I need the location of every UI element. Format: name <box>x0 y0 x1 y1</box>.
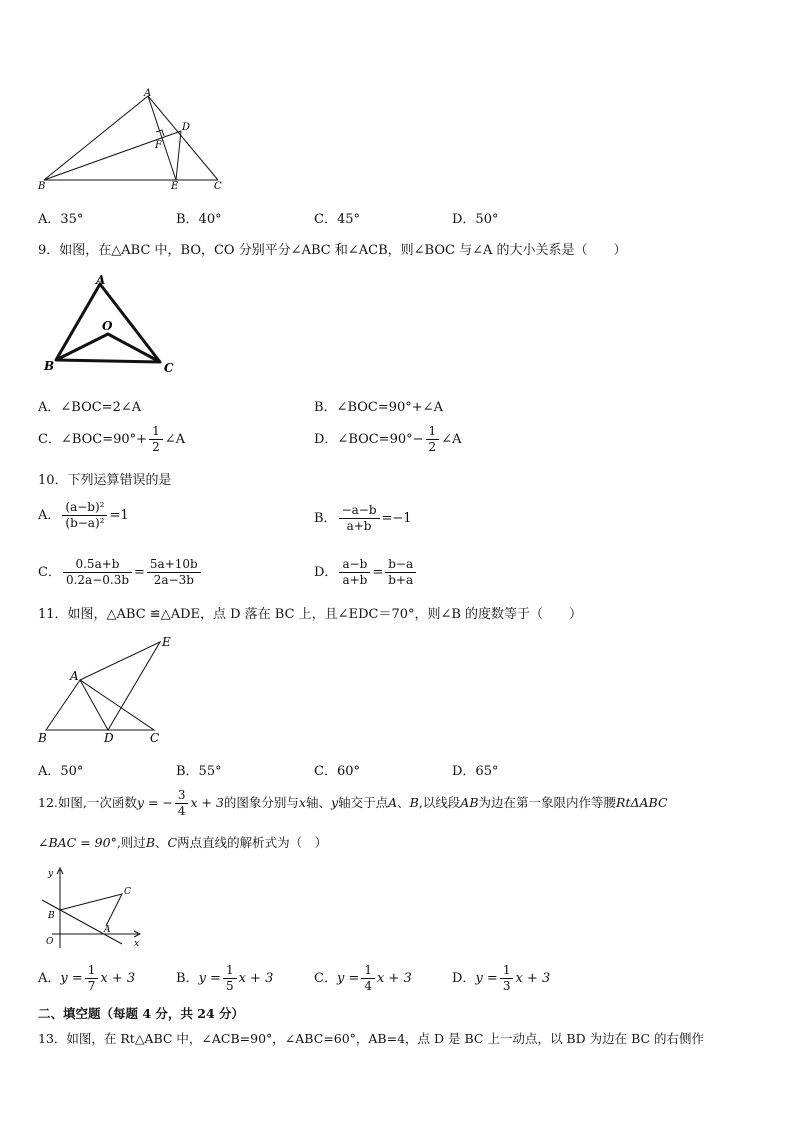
q12-b-label: B． <box>176 971 199 986</box>
q12-a-label: A． <box>38 971 61 986</box>
q10-c-num2: 5a+10b <box>147 557 201 573</box>
q8-label-a: A <box>144 88 152 99</box>
q12-line2-angle: ∠BAC = 90° <box>38 835 117 850</box>
q12-option-d[interactable] <box>452 963 550 994</box>
q10-option-d[interactable] <box>314 557 418 588</box>
q12-fn-den: 4 <box>177 804 186 818</box>
q12-b-pre: y = <box>198 971 221 986</box>
q12-label-x: x <box>134 939 140 949</box>
q12-line2-c: C <box>167 835 178 850</box>
q12-a-pre: y = <box>60 971 83 986</box>
q9-option-d[interactable] <box>314 424 461 455</box>
q12-a-num: 1 <box>85 963 99 979</box>
q12-c-fraction <box>361 963 375 994</box>
q11-option-d[interactable]: D．65° <box>452 764 499 779</box>
q11-label-b: B <box>38 731 47 745</box>
q9-label-b: B <box>44 359 55 373</box>
q10-d-den2: b+a <box>388 573 414 587</box>
q12-stem-mid3: 轴交于点 <box>338 795 389 810</box>
q10-option-a[interactable] <box>38 500 129 531</box>
q12-y-axis: y <box>331 795 339 810</box>
q9-label-c: C <box>164 361 174 375</box>
q10-d-num2: b−a <box>385 557 416 573</box>
q11-option-a[interactable]: A．50° <box>38 764 84 779</box>
q12-line2-sep: 、 <box>155 835 168 850</box>
q12-stem-mid2: 轴、 <box>305 795 331 810</box>
q10-a-den: (b−a)² <box>65 516 105 530</box>
q10-d-eq: = <box>372 565 384 580</box>
q8-label-e: E <box>171 181 179 192</box>
q12-sep1: 、 <box>397 795 410 810</box>
q8-label-c: C <box>214 181 222 192</box>
q12-d-den: 3 <box>502 979 511 993</box>
q10-option-b[interactable] <box>314 503 412 534</box>
q12-stem-mid: 的图象分别与 <box>223 795 299 810</box>
q9-triangle-figure <box>40 272 185 378</box>
q11-option-c[interactable]: C．60° <box>314 764 360 779</box>
q10-b-rhs: =−1 <box>381 511 412 526</box>
q12-label-o: O <box>46 937 54 947</box>
q9-c-num: 1 <box>149 424 163 440</box>
q11-triangle-figure <box>36 632 186 747</box>
q12-rt-tri: RtΔABC <box>616 795 668 810</box>
q10-c-num: 0.5a+b <box>63 557 132 573</box>
q12-stem-pre: 12.如图,一次函数 <box>38 795 137 810</box>
q10-a-num: (a−b)² <box>62 500 107 516</box>
q12-stem-line1 <box>38 788 668 819</box>
q12-option-b[interactable] <box>176 963 273 994</box>
q8-label-f: F <box>155 140 162 151</box>
q9-c-prefix: C．∠BOC=90°+ <box>38 432 148 447</box>
q10-stem: 10．下列运算错误的是 <box>38 473 172 488</box>
q12-stem-end: 为边在第一象限内作等腰 <box>478 795 617 810</box>
q12-stem-line2 <box>38 833 327 851</box>
q10-c-fraction-1 <box>63 557 132 588</box>
q10-d-label: D． <box>314 565 338 580</box>
q10-b-fraction <box>339 503 380 534</box>
q9-option-b[interactable]: B．∠BOC=90°+∠A <box>314 400 443 415</box>
q12-option-c[interactable] <box>314 963 412 994</box>
q9-c-fraction <box>149 424 163 455</box>
q10-b-label: B． <box>314 511 337 526</box>
q12-c-num: 1 <box>361 963 375 979</box>
q12-line2-end: 两点直线的解析式为（ ） <box>177 835 328 850</box>
q8-option-b[interactable]: B．40° <box>176 212 222 227</box>
q12-stem-mid4: ,以线段 <box>418 795 461 810</box>
q10-option-c[interactable] <box>38 557 203 588</box>
q12-c-den: 4 <box>364 979 372 993</box>
q10-c-den2: 2a−3b <box>153 573 194 587</box>
q10-d-fraction-1 <box>339 557 370 588</box>
q12-a-den: 7 <box>87 979 96 993</box>
q10-d-num: a−b <box>339 557 370 573</box>
q9-d-den: 2 <box>428 440 437 454</box>
q11-label-e: E <box>162 635 171 649</box>
q12-b-post: x + 3 <box>238 971 274 986</box>
q10-d-fraction-2 <box>385 557 416 588</box>
q10-a-rhs: =1 <box>109 508 129 523</box>
q12-d-pre: y = <box>475 971 498 986</box>
q12-seg-ab: AB <box>460 795 479 810</box>
q9-d-fraction <box>426 424 440 455</box>
q12-d-post: x + 3 <box>515 971 551 986</box>
q10-b-num: −a−b <box>339 503 380 519</box>
q12-c-pre: y = <box>336 971 360 986</box>
q12-line2-b: B <box>145 835 155 850</box>
q12-pt-a: A <box>388 795 398 810</box>
q8-label-b: B <box>38 181 46 192</box>
q11-label-d: D <box>104 731 114 745</box>
q12-coordinate-figure <box>36 862 151 952</box>
q10-b-den: a+b <box>346 519 372 533</box>
q9-stem: 9．如图，在△ABC 中，BO，CO 分别平分∠ABC 和∠ACB，则∠BOC 与∠A 的大小关系是（ ） <box>38 243 627 258</box>
q9-label-o: O <box>102 319 113 333</box>
q12-line2-rest: ,则过 <box>116 835 146 850</box>
q12-fn-rest: x + 3 <box>190 795 224 810</box>
q12-a-post: x + 3 <box>100 971 136 986</box>
q12-d-label: D． <box>452 971 476 986</box>
q10-c-eq: = <box>134 565 145 580</box>
q11-option-b[interactable]: B．55° <box>176 764 222 779</box>
q12-label-a: A <box>104 925 111 935</box>
q12-b-fraction <box>223 963 237 994</box>
q12-label-y: y <box>48 869 54 879</box>
q12-label-b: B <box>48 911 55 921</box>
q8-triangle-figure <box>36 88 236 193</box>
q8-label-d: D <box>182 122 191 133</box>
q12-d-fraction <box>500 963 514 994</box>
q8-option-a[interactable]: A．35° <box>38 212 84 227</box>
q12-b-den: 5 <box>225 979 234 993</box>
q12-label-c: C <box>124 887 131 897</box>
q8-option-c[interactable]: C．45° <box>314 212 360 227</box>
q9-d-prefix: D．∠BOC=90°− <box>314 432 424 447</box>
q9-c-den: 2 <box>152 440 160 454</box>
q10-d-den: a+b <box>342 573 368 587</box>
q10-c-den: 0.2a−0.3b <box>65 573 130 587</box>
q12-a-fraction <box>85 963 99 994</box>
q8-option-d[interactable]: D．50° <box>452 212 499 227</box>
q9-option-c[interactable] <box>38 424 185 455</box>
q10-a-fraction <box>62 500 107 531</box>
q10-a-label: A． <box>38 508 61 523</box>
q12-b-num: 1 <box>223 963 237 979</box>
q11-stem: 11．如图，△ABC ≌△ADE，点 D 落在 BC 上，且∠EDC＝70°，则∠B 的度数等于（ ） <box>38 607 583 622</box>
q12-c-label: C． <box>314 971 337 986</box>
q12-x-axis: x <box>298 795 306 810</box>
q12-pt-b: B <box>409 795 419 810</box>
q12-fn-fraction <box>175 788 189 819</box>
q12-d-num: 1 <box>500 963 514 979</box>
section-2-heading: 二、填空题（每题 4 分，共 24 分） <box>38 1006 245 1021</box>
q9-option-a[interactable]: A．∠BOC=2∠A <box>38 400 142 415</box>
q12-fn-y: y = − <box>136 795 173 810</box>
q10-c-fraction-2 <box>147 557 201 588</box>
q11-label-a: A <box>70 669 79 683</box>
q12-c-post: x + 3 <box>376 971 412 986</box>
q13-stem: 13．如图，在 Rt△ABC 中，∠ACB=90°，∠ABC=60°，AB=4，点 D 是 BC 上一动点，以 BD 为边在 BC 的右侧作 <box>38 1031 705 1046</box>
q10-c-label: C． <box>38 565 61 580</box>
q9-d-suffix: ∠A <box>441 432 462 447</box>
q12-fn-num: 3 <box>175 788 189 804</box>
q9-d-num: 1 <box>426 424 440 440</box>
q9-c-suffix: ∠A <box>164 432 185 447</box>
q11-label-c: C <box>150 731 160 745</box>
q12-option-a[interactable] <box>38 963 135 994</box>
q9-label-a: A <box>96 273 106 287</box>
